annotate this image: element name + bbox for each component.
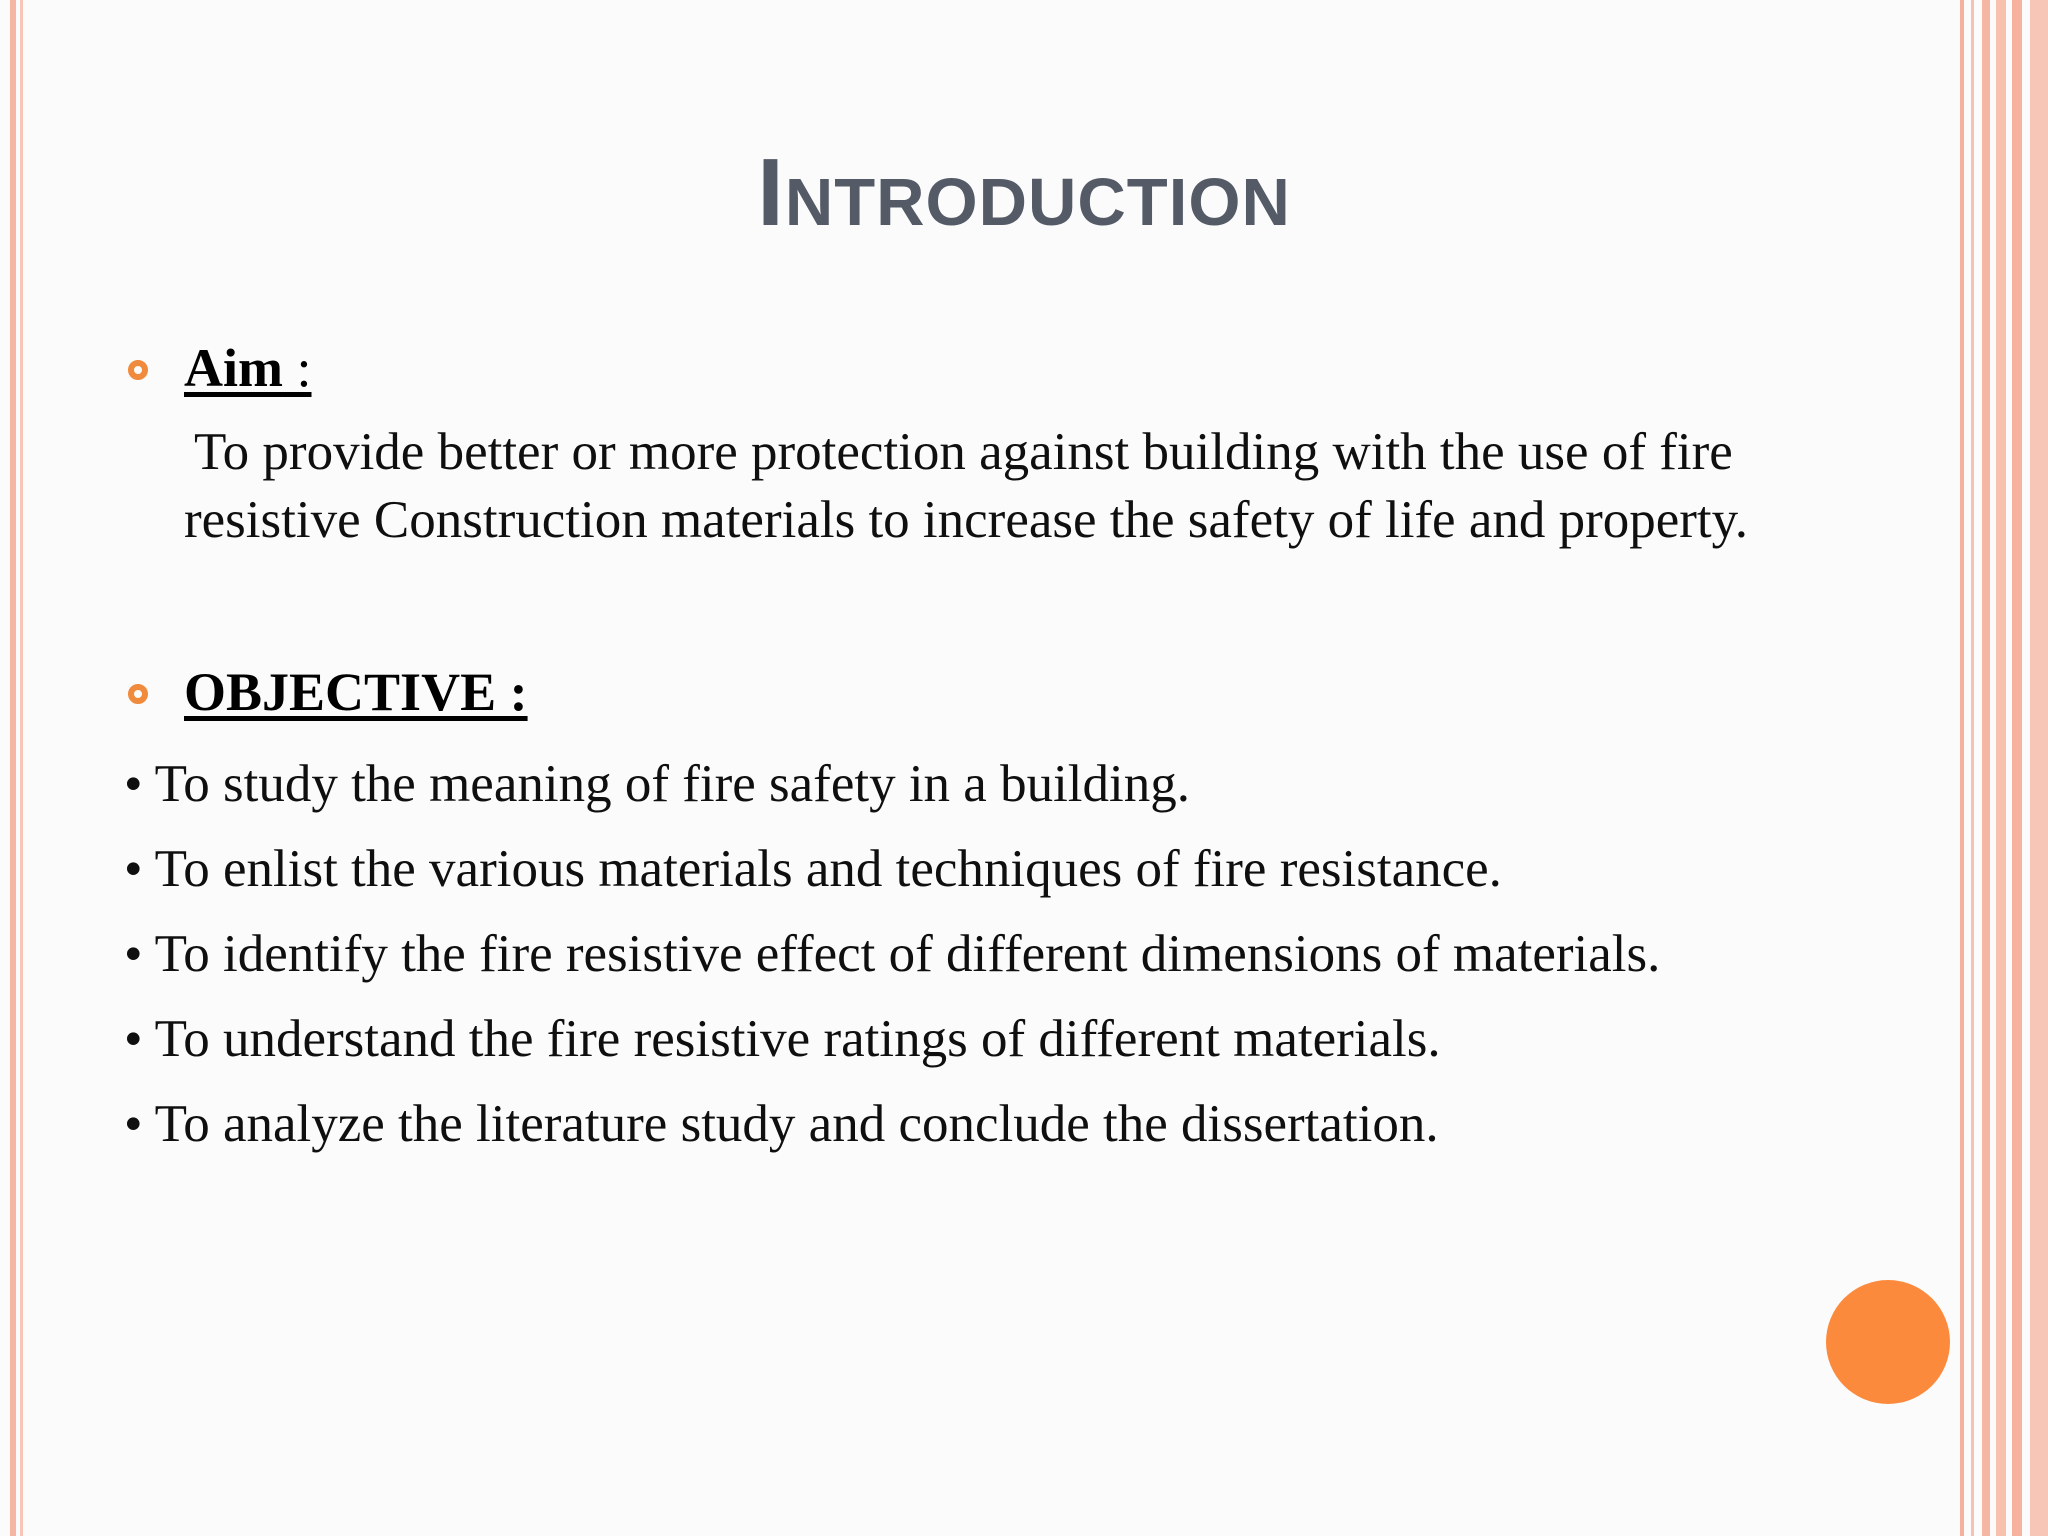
bullet-icon: • [124, 755, 143, 813]
bullet-icon: • [124, 1010, 143, 1068]
aim-heading-colon: : [282, 338, 312, 398]
objective-heading [184, 660, 528, 724]
list-item [124, 912, 1660, 997]
objective-item-text: To enlist the various materials and techniques of fire resistance. [154, 840, 1502, 898]
list-item [124, 997, 1660, 1082]
list-item [124, 1082, 1660, 1167]
objective-list [124, 742, 1660, 1167]
ring-bullet-icon [128, 360, 148, 380]
ring-bullet-icon [128, 684, 148, 704]
bullet-icon: • [124, 1095, 143, 1153]
bullet-icon: • [124, 840, 143, 898]
list-item [124, 827, 1660, 912]
slide-title: Introduction [757, 139, 1291, 246]
objective-item-text: To analyze the literature study and conclude the dissertation. [154, 1095, 1439, 1153]
objective-item-text: To study the meaning of fire safety in a building. [154, 755, 1191, 813]
bullet-icon: • [124, 925, 143, 983]
aim-line-1: To provide better or more protection against building with the use of fire [194, 423, 1733, 481]
objective-item-text: To identify the fire resistive effect of different dimensions of materials. [154, 925, 1661, 983]
list-item [124, 742, 1660, 827]
objective-heading-label: OBJECTIVE : [184, 662, 528, 722]
objective-item-text: To understand the fire resistive ratings of different materials. [154, 1010, 1441, 1068]
aim-heading-label: Aim [184, 338, 283, 398]
decorative-orange-circle [1826, 1280, 1950, 1404]
aim-line-2: resistive Construction materials to increase the safety of life and property. [184, 491, 1748, 549]
aim-description [184, 418, 1904, 554]
aim-heading [184, 336, 312, 400]
